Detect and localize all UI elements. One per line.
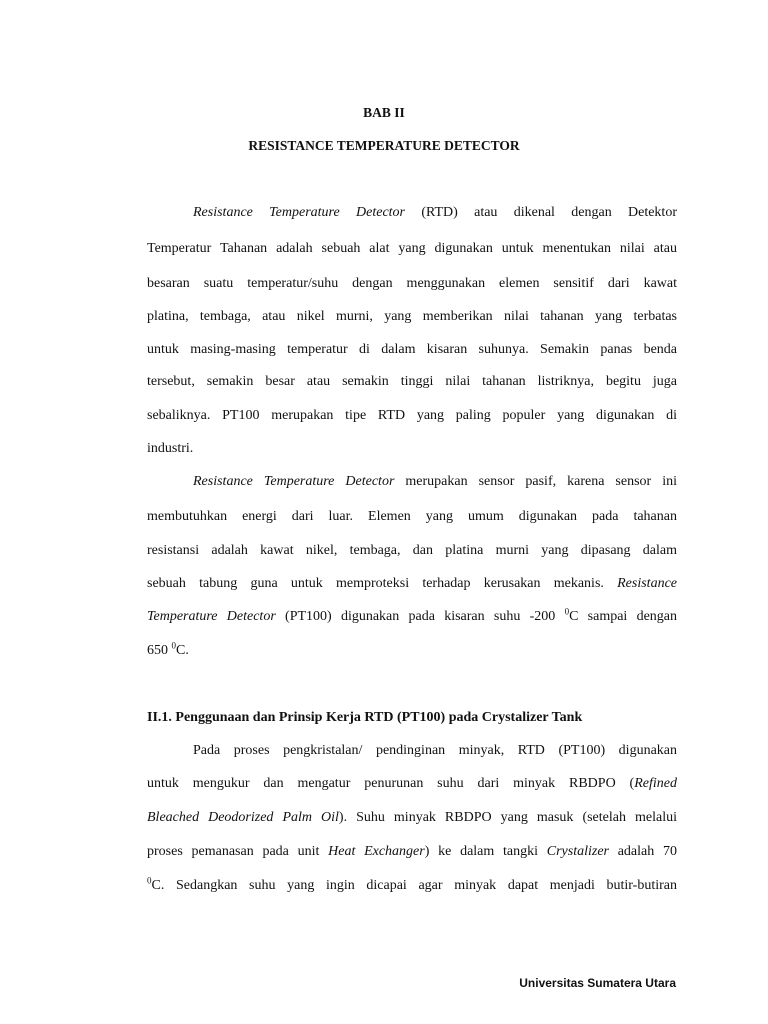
paragraph-2-line-1: Resistance Temperature Detector merupakan sensor pasif, karena sensor ini (193, 474, 677, 489)
paragraph-1-line-3: besaran suatu temperatur/suhu dengan menggunakan elemen sensitif dari kawat (147, 276, 677, 291)
chapter-label: BAB II (363, 105, 405, 120)
paragraph-1-line-6: tersebut, semakin besar atau semakin tinggi nilai tahanan listriknya, begitu juga (147, 374, 677, 389)
paragraph-3-line-5: $^0$C. Sedangkan suhu yang ingin dicapai agar minyak dapat menjadi butir-butiran (147, 875, 677, 893)
paragraph-1-line-8: industri. (147, 441, 194, 456)
paragraph-3-line-2: untuk mengukur dan mengatur penurunan suhu dari minyak RBDPO (Refined (147, 776, 677, 791)
paragraph-1-line-5: untuk masing-masing temperatur di dalam kisaran suhunya. Semakin panas benda (147, 342, 677, 357)
section-heading: II.1. Penggunaan dan Prinsip Kerja RTD (PT100) pada Crystalizer Tank (147, 710, 583, 725)
paragraph-1-line-4: platina, tembaga, atau nikel murni, yang memberikan nilai tahanan yang terbatas (147, 309, 677, 324)
paragraph-2-line-5: Temperature Detector (PT100) digunakan pada kisaran suhu -200 $^0$C sampai dengan (147, 606, 678, 624)
paragraph-2-line-2: membutuhkan energi dari luar. Elemen yang umum digunakan pada tahanan (147, 509, 677, 524)
paragraph-3-line-4: proses pemanasan pada unit Heat Exchanger) ke dalam tangki Crystalizer adalah 70 (147, 844, 677, 859)
paragraph-2-line-6: 650 $^0$C. (147, 640, 189, 658)
paragraph-3-line-3: Bleached Deodorized Palm Oil). Suhu minyak RBDPO yang masuk (setelah melalui (147, 810, 677, 825)
paragraph-2-line-4: sebuah tabung guna untuk memproteksi terhadap kerusakan mekanis. Resistance (147, 576, 677, 591)
paragraph-1-line-7: sebaliknya. PT100 merupakan tipe RTD yang paling populer yang digunakan di (147, 408, 677, 423)
paragraph-3-line-1: Pada proses pengkristalan/ pendinginan minyak, RTD (PT100) digunakan (193, 743, 677, 758)
footer-institution: Universitas Sumatera Utara (519, 976, 676, 990)
chapter-title: RESISTANCE TEMPERATURE DETECTOR (248, 138, 520, 153)
paragraph-2-line-3: resistansi adalah kawat nikel, tembaga, dan platina murni yang dipasang dalam (147, 543, 677, 558)
paragraph-1-line-2: Temperatur Tahanan adalah sebuah alat yang digunakan untuk menentukan nilai atau (147, 241, 677, 256)
paragraph-1-line-1: Resistance Temperature Detector (RTD) atau dikenal dengan Detektor (193, 205, 677, 220)
